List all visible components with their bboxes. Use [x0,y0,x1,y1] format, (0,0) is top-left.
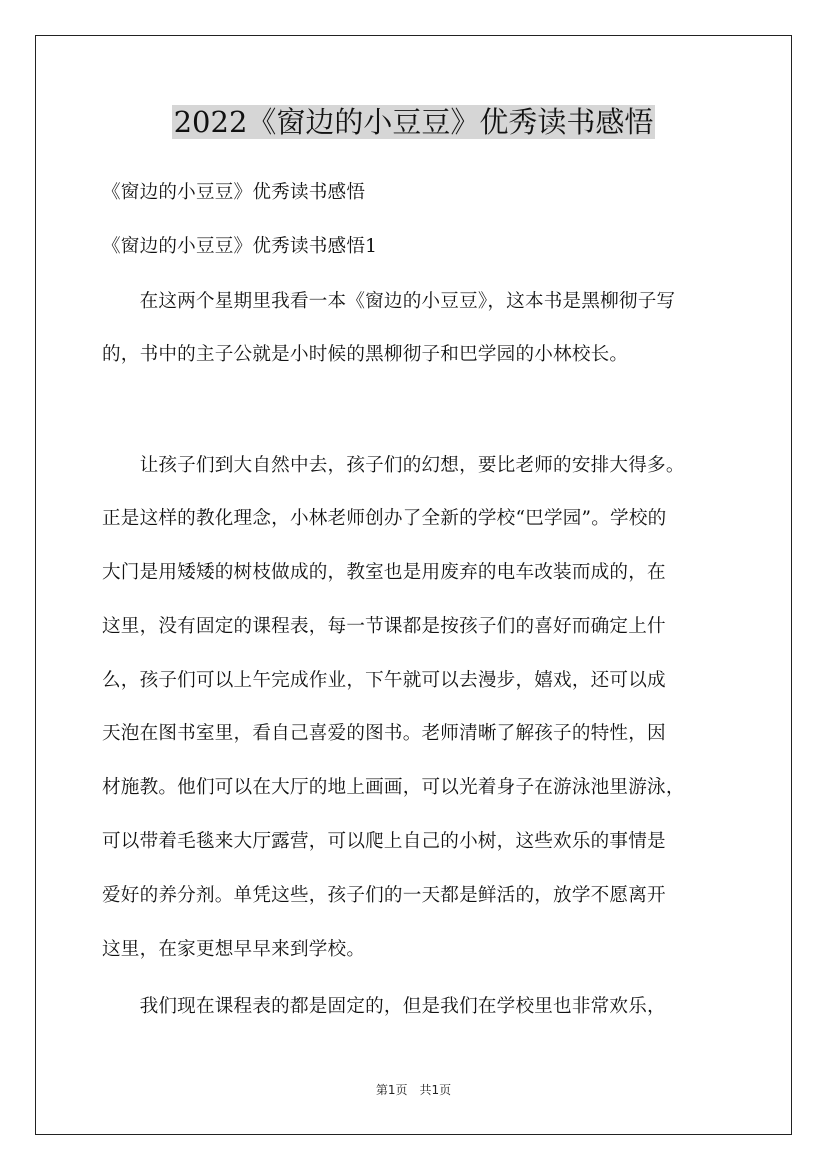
paragraph-2-line-9: 爱好的养分剂。单凭这些，孩子们的一天都是鲜活的，放学不愿离开 [102,885,666,906]
paragraph-2-line-5: 么，孩子们可以上午完成作业，下午就可以去漫步，嬉戏，还可以成 [102,670,666,691]
paragraph-2-line-6: 天泡在图书室里，看自己喜爱的图书。老师清晰了解孩子的特性，因 [102,723,666,744]
paragraph-2-line-2: 正是这样的教化理念，小林老师创办了全新的学校“巴学园”。学校的 [102,508,667,529]
paragraph-2-line-7: 材施教。他们可以在大厅的地上画画，可以光着身子在游泳池里游泳， [102,777,685,798]
document-subtitle: 《窗边的小豆豆》优秀读书感悟 [102,182,366,203]
page-footer: 第1页 共1页 [375,1083,452,1097]
document-title [0,100,827,144]
paragraph-1-line-2: 的，书中的主子公就是小时候的黑柳彻子和巴学园的小林校长。 [102,344,629,365]
paragraph-1-line-1: 在这两个星期里我看一本《窗边的小豆豆》，这本书是黑柳彻子写 [102,291,676,312]
paragraph-2-line-4: 这里，没有固定的课程表，每一节课都是按孩子们的喜好而确定上什 [102,616,666,637]
paragraph-3-line-1: 我们现在课程表的都是固定的，但是我们在学校里也非常欢乐， [102,996,666,1017]
paragraph-2-line-1: 让孩子们到大自然中去，孩子们的幻想，要比老师的安排大得多。 [102,455,685,476]
document-title-text: 2022《窗边的小豆豆》优秀读书感悟 [173,105,654,139]
paragraph-2-line-10: 这里，在家更想早早来到学校。 [102,939,366,960]
paragraph-2-line-8: 可以带着毛毯来大厅露营，可以爬上自己的小树，这些欢乐的事情是 [102,831,666,852]
section-heading: 《窗边的小豆豆》优秀读书感悟1 [102,236,378,257]
paragraph-2-line-3: 大门是用矮矮的树枝做成的，教室也是用废弃的电车改装而成的，在 [102,562,666,583]
